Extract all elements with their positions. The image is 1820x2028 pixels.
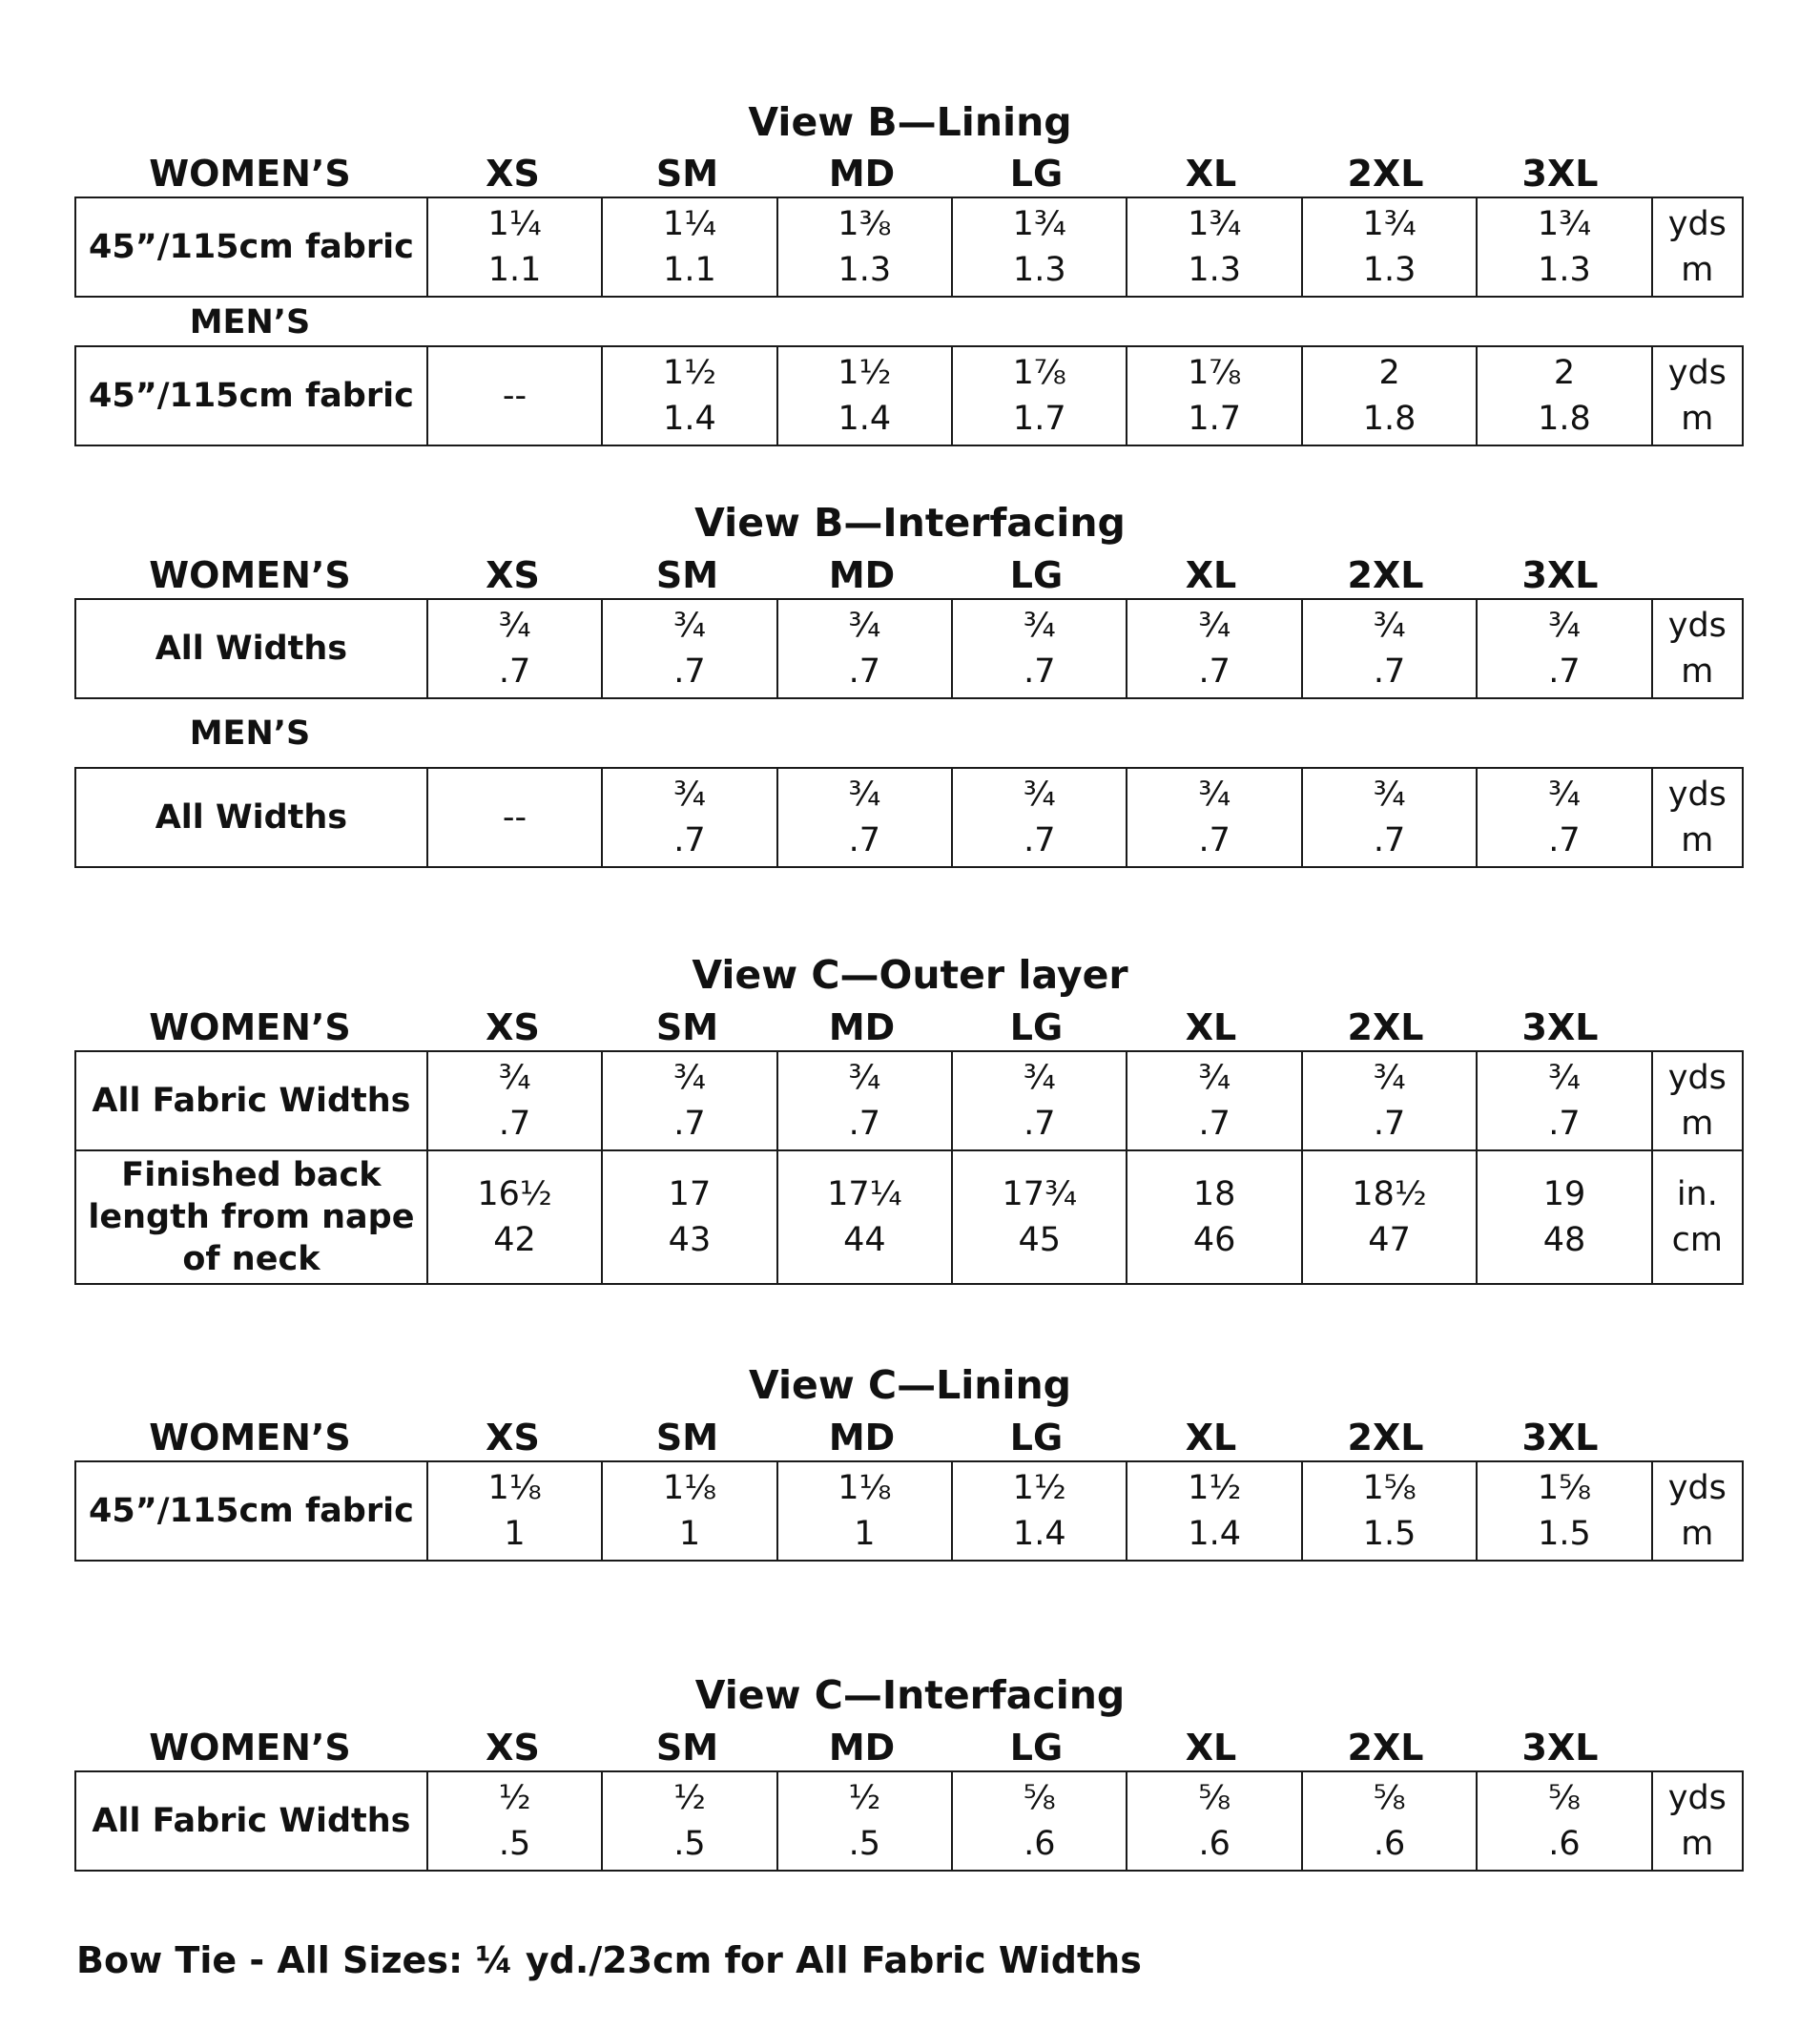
unit-metric: m [1681,251,1714,289]
value-imperial: ¾ [848,1059,881,1097]
value-metric: .7 [673,652,706,691]
unit-imperial: yds [1667,776,1727,814]
value-metric: 46 [1192,1221,1236,1259]
size-header-xs: XS [486,554,540,596]
value-imperial: ⅝ [1198,1779,1231,1817]
size-header-lg: LG [1009,1417,1064,1459]
value-cell [1127,768,1301,867]
value-metric: 1.1 [487,251,542,289]
value-imperial: ¾ [672,607,706,645]
table-row [75,1771,1743,1871]
value-cell [427,1771,602,1871]
value-metric: .7 [1373,1105,1406,1143]
value-metric: .7 [673,1105,706,1143]
size-header-sm: SM [655,1006,719,1048]
size-header-md: MD [828,554,896,596]
value-imperial: ¾ [1373,1059,1406,1097]
value-cell [1302,346,1477,445]
value-imperial: ½ [848,1779,881,1817]
value-empty: -- [502,377,527,415]
value-metric: 44 [843,1221,886,1259]
unit-imperial: yds [1667,607,1727,645]
value-cell [777,197,952,297]
group-label: WOMEN’S [149,153,351,195]
unit-metric: m [1681,652,1714,691]
value-metric: 47 [1368,1221,1411,1259]
row-label: 45”/115cm fabric [75,1461,427,1561]
group-label: WOMEN’S [149,1006,351,1048]
unit-cell [1652,1771,1743,1871]
section-title: View B—Interfacing [694,500,1126,546]
value-metric: .7 [1198,821,1231,859]
value-imperial: 18½ [1352,1175,1427,1213]
value-cell [777,599,952,698]
size-header-2xl: 2XL [1347,1417,1424,1459]
size-header-md: MD [828,1417,896,1459]
value-cell [602,1461,776,1561]
value-metric: 1.7 [1012,400,1066,438]
unit-metric: m [1681,821,1714,859]
size-header-xl: XL [1185,1417,1237,1459]
value-empty: -- [502,798,527,837]
value-imperial: 1¼ [662,205,717,243]
table-row [75,1150,1743,1284]
value-cell [1477,1150,1651,1284]
size-header-2xl: 2XL [1347,554,1424,596]
value-cell [1477,197,1651,297]
value-cell [1127,599,1301,698]
section-title: View C—Lining [748,1362,1072,1408]
value-cell [952,768,1127,867]
value-imperial: 17 [668,1175,712,1213]
value-cell [1127,197,1301,297]
value-metric: .7 [1548,821,1581,859]
value-metric: .7 [498,1105,531,1143]
group-label: WOMEN’S [149,554,351,596]
value-imperial: 1½ [838,354,892,392]
value-cell [1302,599,1477,698]
yardage-table [74,1050,1744,1285]
value-cell [1302,1051,1477,1150]
value-imperial: 1⅜ [838,205,892,243]
value-cell [777,1771,952,1871]
yardage-table [74,197,1744,298]
value-imperial: ¾ [1198,1059,1231,1097]
value-cell [1477,768,1651,867]
value-imperial: ¾ [1548,776,1581,814]
value-imperial: ¾ [672,776,706,814]
value-imperial: ¾ [498,607,531,645]
yardage-table [74,1770,1744,1872]
row-label: All Widths [75,599,427,698]
value-imperial: 1⅛ [662,1469,717,1507]
size-header-xl: XL [1185,1006,1237,1048]
value-metric: 1 [504,1515,526,1553]
unit-cell [1652,197,1743,297]
size-header-lg: LG [1009,554,1064,596]
row-label: All Fabric Widths [75,1771,427,1871]
value-metric: .6 [1024,1825,1056,1863]
value-cell [952,346,1127,445]
value-imperial: 1½ [1188,1469,1242,1507]
row-label: 45”/115cm fabric [75,346,427,445]
value-metric: .7 [1373,821,1406,859]
size-header-lg: LG [1009,1727,1064,1769]
value-cell [602,346,776,445]
size-header-3xl: 3XL [1521,554,1599,596]
value-metric: 43 [668,1221,712,1259]
value-cell [952,599,1127,698]
value-imperial: 1⅝ [1537,1469,1592,1507]
value-imperial: ¾ [1198,607,1231,645]
value-imperial: 18 [1192,1175,1236,1213]
unit-imperial: yds [1667,1059,1727,1097]
value-cell [777,1150,952,1284]
value-cell [1127,1051,1301,1150]
size-header-xs: XS [486,153,540,195]
row-label-line: length from nape [88,1198,415,1236]
value-metric: 1.1 [663,251,716,289]
value-metric: 1.3 [838,251,892,289]
size-header-row [0,1004,1820,1050]
value-cell [1302,768,1477,867]
value-imperial: 2 [1378,354,1400,392]
value-cell [427,1461,602,1561]
size-header-3xl: 3XL [1521,1006,1599,1048]
value-metric: .7 [1198,652,1231,691]
value-metric: 1.4 [663,400,716,438]
value-cell [1127,1150,1301,1284]
unit-metric: cm [1671,1221,1724,1259]
size-header-2xl: 2XL [1347,1727,1424,1769]
size-header-lg: LG [1009,1006,1064,1048]
value-metric: .7 [1373,652,1406,691]
size-header-sm: SM [655,153,719,195]
value-cell [1127,1771,1301,1871]
unit-metric: m [1681,1105,1714,1143]
size-header-sm: SM [655,1417,719,1459]
value-imperial: 2 [1553,354,1576,392]
value-metric: 1.3 [1362,251,1417,289]
value-imperial: 1¾ [1362,205,1417,243]
value-imperial: ¾ [848,607,881,645]
value-imperial: 1¼ [487,205,542,243]
value-imperial: ½ [498,1779,531,1817]
value-metric: 1.7 [1188,400,1241,438]
value-metric: .7 [498,652,531,691]
value-metric: .7 [848,821,881,859]
value-metric: 1.5 [1362,1515,1417,1553]
value-imperial: 17¾ [1002,1175,1077,1213]
size-header-xl: XL [1185,1727,1237,1769]
value-imperial: ¾ [1023,776,1056,814]
yardage-table [74,767,1744,868]
value-metric: 1.5 [1538,1515,1591,1553]
value-cell [602,1150,776,1284]
value-metric: 1 [854,1515,876,1553]
value-metric: 1.8 [1362,400,1417,438]
value-cell [777,346,952,445]
bow-tie-footnote: Bow Tie - All Sizes: ¼ yd./23cm for All Fabric Widths [76,1939,1142,1981]
row-label [75,1150,427,1284]
value-cell [777,1051,952,1150]
yardage-table [74,598,1744,699]
size-header-xs: XS [486,1006,540,1048]
value-imperial: 1¾ [1012,205,1066,243]
value-cell [602,768,776,867]
value-metric: .5 [673,1825,706,1863]
unit-cell [1652,768,1743,867]
section-title: View C—Interfacing [694,1672,1126,1718]
value-cell [777,1461,952,1561]
table-row [75,599,1743,698]
value-metric: .7 [1024,821,1056,859]
value-cell [1127,1461,1301,1561]
group-label: MEN’S [189,303,311,341]
value-cell [1477,1051,1651,1150]
unit-cell [1652,1150,1743,1284]
value-cell [952,1461,1127,1561]
row-label: All Widths [75,768,427,867]
value-cell [427,1150,602,1284]
value-cell [427,197,602,297]
value-cell [1477,1461,1651,1561]
unit-imperial: yds [1667,205,1727,243]
value-metric: .7 [1198,1105,1231,1143]
value-metric: .5 [498,1825,531,1863]
value-metric: .6 [1548,1825,1581,1863]
value-imperial: ½ [672,1779,706,1817]
row-label-line: of neck [182,1240,321,1278]
size-header-2xl: 2XL [1347,153,1424,195]
unit-metric: m [1681,1515,1714,1553]
value-cell [427,346,602,445]
value-metric: 1.8 [1538,400,1591,438]
value-imperial: ⅝ [1373,1779,1406,1817]
size-header-row [0,1725,1820,1770]
value-cell [777,768,952,867]
value-metric: 1.3 [1188,251,1241,289]
value-cell [1477,346,1651,445]
value-metric: 45 [1018,1221,1062,1259]
value-imperial: 1⅞ [1012,354,1066,392]
table-row [75,346,1743,445]
value-metric: .7 [848,1105,881,1143]
unit-cell [1652,599,1743,698]
size-header-md: MD [828,153,896,195]
value-metric: 1.4 [838,400,892,438]
size-header-row [0,552,1820,598]
value-imperial: 1⅛ [487,1469,542,1507]
value-cell [952,1051,1127,1150]
value-imperial: 1⅛ [838,1469,892,1507]
value-metric: .7 [1024,1105,1056,1143]
section-title: View B—Lining [748,99,1072,145]
size-header-3xl: 3XL [1521,1727,1599,1769]
value-metric: 48 [1542,1221,1586,1259]
value-metric: .7 [1024,652,1056,691]
size-header-3xl: 3XL [1521,153,1599,195]
table-row [75,768,1743,867]
size-header-xs: XS [486,1417,540,1459]
row-label: 45”/115cm fabric [75,197,427,297]
size-header-3xl: 3XL [1521,1417,1599,1459]
group-label: WOMEN’S [149,1417,351,1459]
unit-cell [1652,1461,1743,1561]
size-header-xl: XL [1185,153,1237,195]
value-imperial: 16½ [477,1175,552,1213]
value-cell [602,197,776,297]
value-cell [1302,1771,1477,1871]
value-imperial: ¾ [1373,607,1406,645]
size-header-sm: SM [655,1727,719,1769]
value-cell [1477,1771,1651,1871]
size-header-md: MD [828,1006,896,1048]
unit-cell [1652,346,1743,445]
value-metric: 1.3 [1538,251,1591,289]
value-imperial: 17¼ [827,1175,902,1213]
value-cell [427,599,602,698]
value-metric: .7 [1548,1105,1581,1143]
value-cell [1477,599,1651,698]
value-imperial: ¾ [1198,776,1231,814]
value-metric: 1 [678,1515,701,1553]
unit-metric: m [1681,400,1714,438]
row-label-line: Finished back [121,1156,382,1194]
value-imperial: 19 [1542,1175,1586,1213]
value-imperial: ¾ [848,776,881,814]
value-cell [1302,1150,1477,1284]
value-cell [1302,197,1477,297]
size-header-row [0,151,1820,197]
value-metric: 1.3 [1012,251,1066,289]
unit-imperial: yds [1667,1779,1727,1817]
value-cell [952,1771,1127,1871]
value-cell [1302,1461,1477,1561]
size-header-lg: LG [1009,153,1064,195]
size-header-2xl: 2XL [1347,1006,1424,1048]
unit-metric: m [1681,1825,1714,1863]
value-metric: .7 [1548,652,1581,691]
group-label: MEN’S [189,714,311,753]
value-cell [1127,346,1301,445]
yardage-table [74,1460,1744,1562]
value-cell [952,1150,1127,1284]
size-header-sm: SM [655,554,719,596]
size-header-xs: XS [486,1727,540,1769]
value-imperial: ⅝ [1548,1779,1581,1817]
size-header-xl: XL [1185,554,1237,596]
value-metric: .5 [848,1825,881,1863]
value-cell [602,1771,776,1871]
table-row [75,197,1743,297]
value-imperial: ¾ [1548,607,1581,645]
size-header-row [0,1415,1820,1460]
unit-imperial: yds [1667,354,1727,392]
value-imperial: ¾ [1023,1059,1056,1097]
yardage-table [74,345,1744,446]
value-cell [602,599,776,698]
section-title: View C—Outer layer [692,952,1128,998]
value-imperial: ¾ [1023,607,1056,645]
value-cell [952,197,1127,297]
value-metric: 1.4 [1188,1515,1241,1553]
value-imperial: 1⅞ [1188,354,1242,392]
value-metric: 1.4 [1012,1515,1066,1553]
value-imperial: ¾ [498,1059,531,1097]
value-imperial: 1½ [662,354,717,392]
value-imperial: ⅝ [1023,1779,1056,1817]
value-metric: .7 [848,652,881,691]
value-cell [602,1051,776,1150]
value-imperial: 1½ [1012,1469,1066,1507]
value-imperial: 1¾ [1188,205,1242,243]
value-metric: .7 [673,821,706,859]
table-row [75,1461,1743,1561]
group-label: WOMEN’S [149,1727,351,1769]
value-cell [427,768,602,867]
value-cell [427,1051,602,1150]
unit-cell [1652,1051,1743,1150]
value-imperial: ¾ [1548,1059,1581,1097]
value-metric: 42 [493,1221,536,1259]
table-row [75,1051,1743,1150]
size-header-md: MD [828,1727,896,1769]
value-imperial: 1¾ [1537,205,1592,243]
unit-imperial: yds [1667,1469,1727,1507]
row-label: All Fabric Widths [75,1051,427,1150]
unit-imperial: in. [1676,1175,1718,1213]
value-imperial: ¾ [672,1059,706,1097]
value-metric: .6 [1373,1825,1406,1863]
value-imperial: ¾ [1373,776,1406,814]
value-imperial: 1⅝ [1362,1469,1417,1507]
value-metric: .6 [1198,1825,1231,1863]
